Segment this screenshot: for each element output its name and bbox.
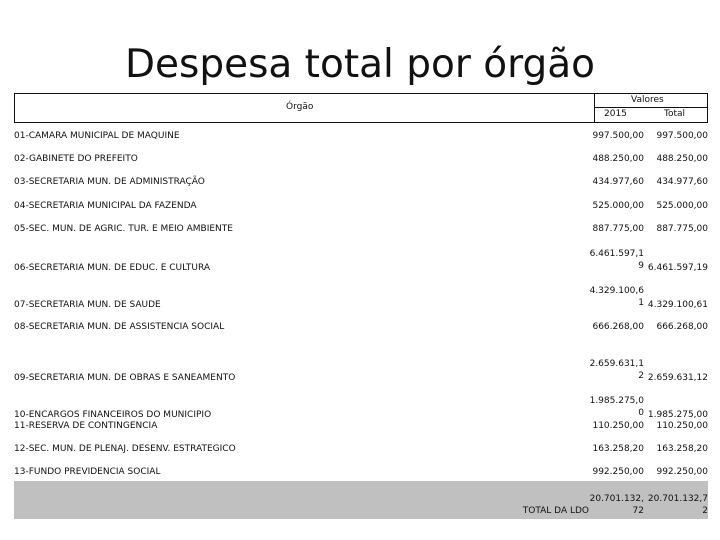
table-row-value-total: 887.775,00 xyxy=(656,224,708,234)
table-row-value-total: 1.985.275,00 xyxy=(647,410,708,420)
values-top-border xyxy=(594,93,708,94)
table-row-value-total: 2.659.631,12 xyxy=(647,373,708,383)
table-row-value-total: 997.500,00 xyxy=(656,131,708,141)
table-row-value-2015: 4.329.100,6 xyxy=(589,286,644,296)
expense-table xyxy=(14,93,708,519)
table-top-border xyxy=(14,93,594,94)
header-total: Total xyxy=(664,109,686,119)
header-year-2015: 2015 xyxy=(604,109,627,119)
header-bottom-border xyxy=(14,122,708,123)
table-row-label: 07-SECRETARIA MUN. DE SAUDE xyxy=(14,300,161,310)
table-row-value-2015: 992.250,00 xyxy=(592,467,644,477)
table-row-value-2015: 0 xyxy=(638,408,644,418)
header-column-divider xyxy=(594,93,595,122)
table-row-value-2015: 2.659.631,1 xyxy=(589,359,644,369)
table-row-label: 11-RESERVA DE CONTINGENCIA xyxy=(14,421,158,431)
table-row-label: 09-SECRETARIA MUN. DE OBRAS E SANEAMENTO xyxy=(14,373,236,383)
header-left-border xyxy=(14,93,15,122)
table-row-value-total: 434.977,60 xyxy=(656,177,708,187)
table-row-label: 13-FUNDO PREVIDENCIA SOCIAL xyxy=(14,467,161,477)
table-row-label: 06-SECRETARIA MUN. DE EDUC. E CULTURA xyxy=(14,263,211,273)
table-row-value-total: 488.250,00 xyxy=(656,154,708,164)
table-row-label: 01-CAMARA MUNICIPAL DE MAQUINE xyxy=(14,131,180,141)
table-row-value-2015: 9 xyxy=(638,261,644,271)
table-row-label: 04-SECRETARIA MUNICIPAL DA FAZENDA xyxy=(14,201,197,211)
table-row-label: 05-SEC. MUN. DE AGRIC. TUR. E MEIO AMBIENTE xyxy=(14,224,233,234)
table-row-label: 12-SEC. MUN. DE PLENAJ. DESENV. ESTRATEGICO xyxy=(14,444,236,454)
table-row-value-total: 666.268,00 xyxy=(656,322,708,332)
table-row-label: 02-GABINETE DO PREFEITO xyxy=(14,154,138,164)
table-row-value-total: 6.461.597,19 xyxy=(647,263,708,273)
table-row-value-2015: 997.500,00 xyxy=(592,131,644,141)
table-row-value-2015: 434.977,60 xyxy=(592,177,644,187)
table-row-label: 08-SECRETARIA MUN. DE ASSISTENCIA SOCIAL xyxy=(14,322,225,332)
table-row-value-2015: 525.000,00 xyxy=(592,201,644,211)
table-row-value-2015: 488.250,00 xyxy=(592,154,644,164)
total-sum-line2: 2 xyxy=(702,506,708,516)
table-row-value-2015: 6.461.597,1 xyxy=(589,249,644,259)
total-2015-line2: 72 xyxy=(632,506,644,516)
table-row-value-total: 525.000,00 xyxy=(656,201,708,211)
table-row-value-total: 4.329.100,61 xyxy=(647,300,708,310)
table-row-value-2015: 887.775,00 xyxy=(592,224,644,234)
table-row-value-2015: 1.985.275,0 xyxy=(589,396,644,406)
table-row-label: 03-SECRETARIA MUN. DE ADMINISTRAÇÃO xyxy=(14,177,205,187)
header-right-border xyxy=(707,93,708,122)
table-row-value-2015: 110.250,00 xyxy=(592,421,644,431)
header-valores: Valores xyxy=(631,95,664,105)
values-subheader-divider xyxy=(594,107,708,108)
page-title: Despesa total por órgão xyxy=(124,42,596,87)
table-row-value-2015: 2 xyxy=(638,371,644,381)
total-sum-line1: 20.701.132,7 xyxy=(647,494,708,504)
table-row-label: 10-ENCARGOS FINANCEIROS DO MUNICIPIO xyxy=(14,410,212,420)
table-row-value-2015: 163.258,20 xyxy=(592,444,644,454)
total-label: TOTAL DA LDO xyxy=(522,506,589,516)
table-row-value-2015: 1 xyxy=(638,298,644,308)
table-row-value-total: 992.250,00 xyxy=(656,467,708,477)
total-2015-line1: 20.701.132, xyxy=(589,494,644,504)
table-row-value-total: 163.258,20 xyxy=(656,444,708,454)
header-orgao: Órgão xyxy=(286,102,314,112)
table-row-value-total: 110.250,00 xyxy=(656,421,708,431)
table-row-value-2015: 666.268,00 xyxy=(592,322,644,332)
